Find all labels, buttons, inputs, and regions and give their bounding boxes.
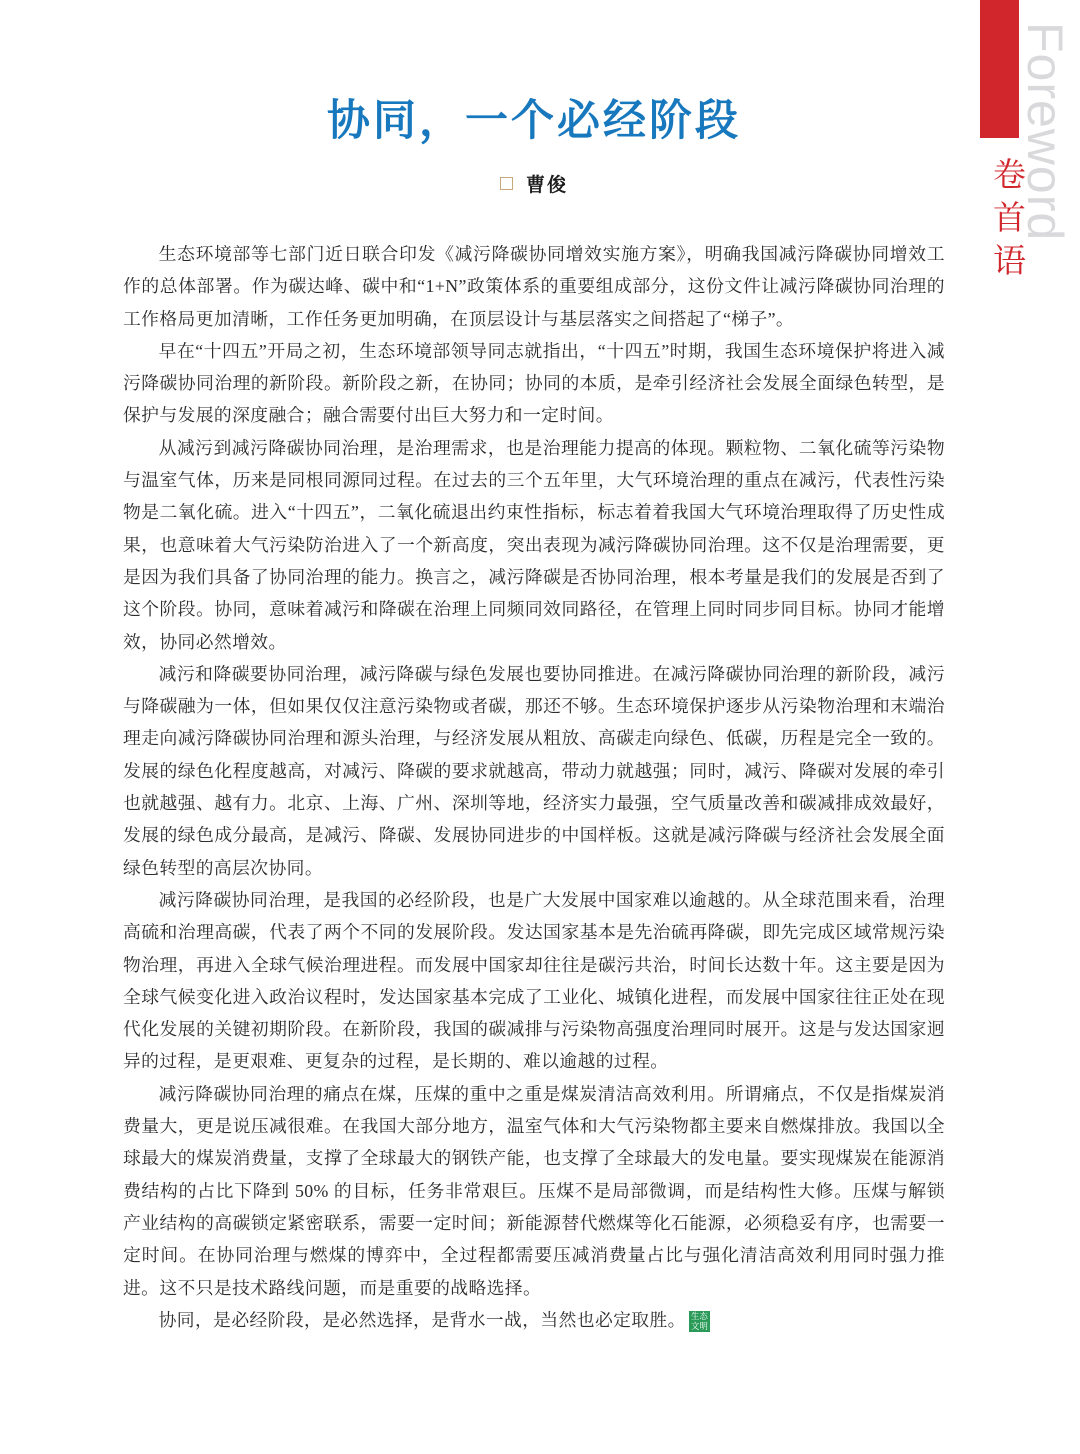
article-title: 协同，一个必经阶段 — [327, 98, 741, 145]
paragraph-7 — [123, 1304, 945, 1336]
paragraph-3: 从减污到减污降碳协同治理，是治理需求，也是治理能力提高的体现。颗粒物、二氧化硫等污染物与温室气体，历来是同根同源同过程。在过去的三个五年里，大气环境治理的重点在减污，代表性污染物是二氧化硫。进入“十四五”，二氧化硫退出约束性指标，标志着着我国大气环境治理取得了历史性成果，也意味着大气污染防治进入了一个新高度，突出表现为减污降碳协同治理。这不仅是治理需要，更是因为我们具备了协同治理的能力。换言之，减污降碳是否协同治理，根本考量是我们的发展是否到了这个阶段。协同，意味着减污和降碳在治理上同频同效同路径，在管理上同时同步同目标。协同才能增效，协同必然增效。 — [123, 437, 945, 652]
seal-text-bottom: 文明 — [690, 1320, 708, 1331]
author-name: 曹俊 — [525, 174, 568, 196]
section-label-english: Foreword — [1017, 22, 1073, 242]
paragraph-1: 生态环境部等七部门近日联合印发《减污降碳协同增效实施方案》，明确我国减污降碳协同增效工作的总体部署。作为碳达峰、碳中和“1+N”政策体系的重要组成部分，这份文件让减污降碳协同治理的工作格局更加清晰，工作任务更加明确，在顶层设计与基层落实之间搭起了“梯子”。 — [123, 244, 945, 329]
ecology-civilization-seal-icon — [689, 1311, 710, 1332]
red-accent-bar — [980, 0, 1019, 138]
author-square-icon — [500, 177, 513, 190]
author-line — [123, 172, 945, 194]
seal-text-top: 生态 — [690, 1310, 708, 1321]
paragraph-2: 早在“十四五”开局之初，生态环境部领导同志就指出，“十四五”时期，我国生态环境保护将进入减污降碳协同治理的新阶段。新阶段之新，在协同；协同的本质，是牵引经济社会发展全面绿色转型，是保护与发展的深度融合；融合需要付出巨大努力和一定时间。 — [123, 340, 945, 426]
section-label-chinese: 卷首语 — [988, 157, 1024, 286]
closing-sentence: 协同，是必经阶段，是必然选择，是背水一战，当然也必定取胜。 — [158, 1309, 686, 1330]
paragraph-4: 减污和降碳要协同治理，减污降碳与绿色发展也要协同推进。在减污降碳协同治理的新阶段，减污与降碳融为一体，但如果仅仅注意污染物或者碳，那还不够。生态环境保护逐步从污染物治理和末端治理走向减污降碳协同治理和源头治理，与经济发展从粗放、高碳走向绿色、低碳，历程是完全一致的。发展的绿色化程度越高，对减污、降碳的要求就越高，带动力就越强；同时，减污、降碳对发展的牵引也就越强、越有力。北京、上海、广州、深圳等地，经济实力最强，空气质量改善和碳减排成效最好，发展的绿色成分最高，是减污、降碳、发展协同进步的中国样板。这就是减污降碳与经济社会发展全面绿色转型的高层次协同。 — [123, 663, 945, 878]
paragraph-5: 减污降碳协同治理，是我国的必经阶段，也是广大发展中国家难以逾越的。从全球范围来看，治理高硫和治理高碳，代表了两个不同的发展阶段。发达国家基本是先治硫再降碳，即先完成区域常规污染物治理，再进入全球气候治理进程。而发展中国家却往往是碳污共治，时间长达数十年。这主要是因为全球气候变化进入政治议程时，发达国家基本完成了工业化、城镇化进程，而发展中国家往往正处在现代化发展的关键初期阶段。在新阶段，我国的碳减排与污染物高强度治理同时展开。这是与发达国家迥异的过程，是更艰难、更复杂的过程，是长期的、难以逾越的过程。 — [123, 889, 945, 1072]
paragraph-6: 减污降碳协同治理的痛点在煤，压煤的重中之重是煤炭清洁高效利用。所谓痛点，不仅是指煤炭消费量大，更是说压减很难。在我国大部分地方，温室气体和大气污染物都主要来自燃煤排放。我国以全球最大的煤炭消费量，支撑了全球最大的钢铁产能，也支撑了全球最大的发电量。要实现煤炭在能源消费结构的占比下降到 50% 的目标，任务非常艰巨。压煤不是局部微调，而是结构性大修。压煤与解锁产业结构的高碳锁定紧密联系，需要一定时间；新能源替代燃煤等化石能源，必须稳妥有序，也需要一定时间。在协同治理与燃煤的博弈中，全过程都需要压减消费量占比与强化清洁高效利用同时强力推进。这不只是技术路线问题，而是重要的战略选择。 — [123, 1083, 945, 1298]
article-body — [123, 238, 945, 1336]
article-column — [123, 96, 945, 1336]
